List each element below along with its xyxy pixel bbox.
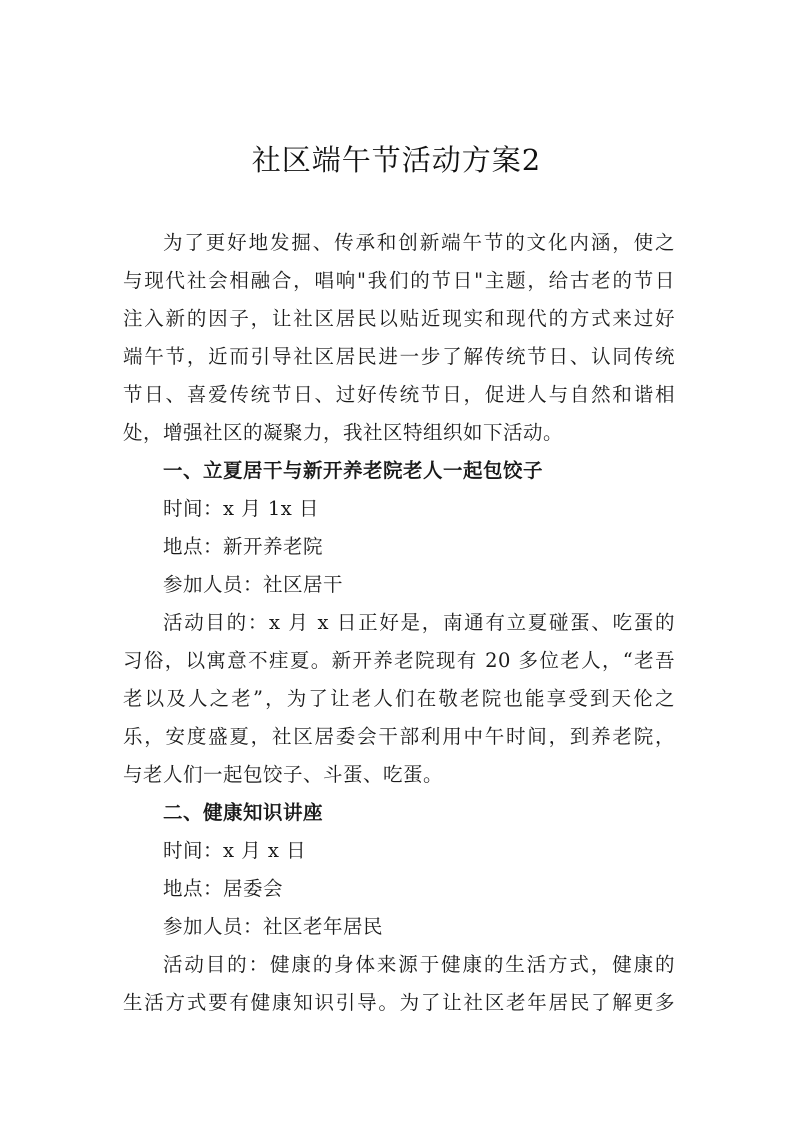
section-time: 时间：x 月 1x 日	[163, 497, 319, 520]
intro-line: 注入新的因子，让社区居民以贴近现实和现代的方式来过好	[123, 307, 675, 330]
section-purpose-line: 习俗，以寓意不疰夏。新开养老院现有 20 多位老人，“老吾	[123, 649, 675, 672]
section-time: 时间：x 月 x 日	[163, 839, 307, 862]
intro-line: 端午节，近而引导社区居民进一步了解传统节日、认同传统	[123, 345, 675, 368]
section-heading: 一、立夏居干与新开养老院老人一起包饺子	[163, 459, 544, 482]
section-purpose-line: 生活方式要有健康知识引导。为了让社区老年居民了解更多	[123, 991, 675, 1014]
intro-line: 节日、喜爱传统节日、过好传统节日，促进人与自然和谐相	[123, 383, 675, 406]
document-title: 社区端午节活动方案2	[251, 143, 542, 177]
section-place: 地点：居委会	[163, 877, 284, 900]
section-purpose-line: 活动目的：x 月 x 日正好是，南通有立夏碰蛋、吃蛋的	[163, 611, 675, 634]
section-place: 地点：新开养老院	[163, 535, 324, 558]
section-participants: 参加人员：社区老年居民	[163, 915, 384, 938]
section-participants: 参加人员：社区居干	[163, 573, 344, 596]
intro-line: 处，增强社区的凝聚力，我社区特组织如下活动。	[123, 421, 564, 444]
intro-line: 与现代社会相融合，唱响"我们的节日"主题，给古老的节日	[123, 269, 675, 292]
intro-line: 为了更好地发掘、传承和创新端午节的文化内涵，使之	[163, 231, 675, 254]
section-heading: 二、健康知识讲座	[163, 801, 324, 824]
section-purpose-line: 老以及人之老”，为了让老人们在敬老院也能享受到天伦之	[123, 687, 675, 710]
section-purpose-line: 乐，安度盛夏，社区居委会干部利用中午时间，到养老院，	[123, 725, 675, 748]
section-purpose-line: 与老人们一起包饺子、斗蛋、吃蛋。	[123, 763, 444, 786]
section-purpose-line: 活动目的：健康的身体来源于健康的生活方式，健康的	[163, 953, 675, 976]
